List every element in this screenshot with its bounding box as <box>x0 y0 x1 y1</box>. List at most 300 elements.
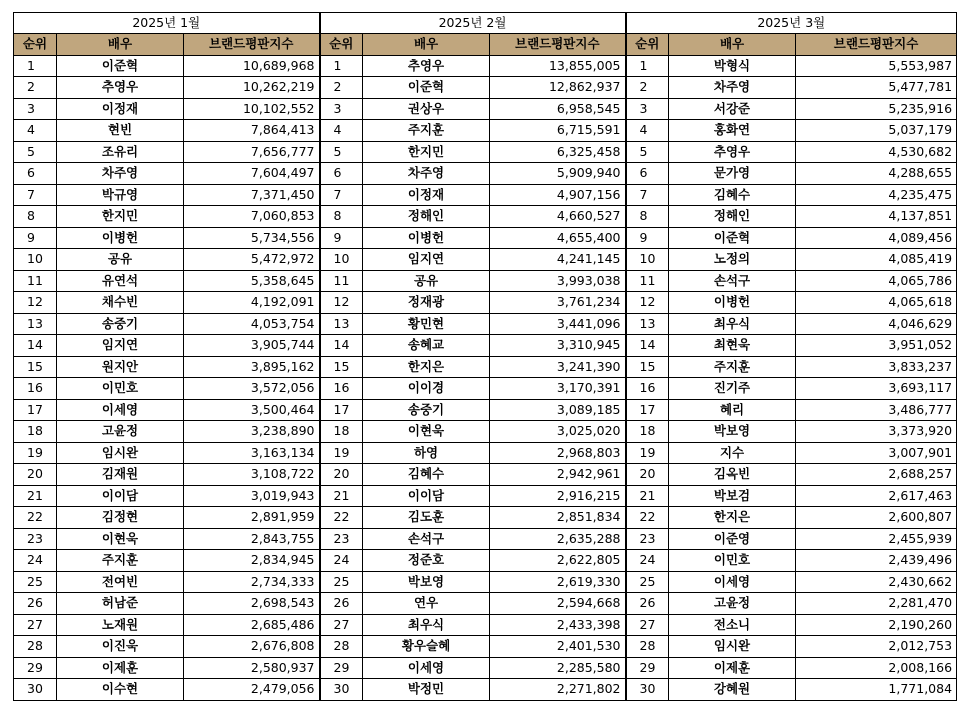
rank-cell: 17 <box>14 399 57 421</box>
table-row <box>14 593 957 615</box>
actor-name-cell: 이민호 <box>57 378 184 400</box>
rank-cell: 7 <box>14 184 57 206</box>
score-cell: 4,907,156 <box>490 184 626 206</box>
score-cell: 2,843,755 <box>184 528 320 550</box>
table-row <box>14 636 957 658</box>
column-header-score: 브랜드평판지수 <box>796 34 957 56</box>
table-row <box>14 98 957 120</box>
score-cell: 2,619,330 <box>490 571 626 593</box>
table-row <box>14 227 957 249</box>
score-cell: 3,895,162 <box>184 356 320 378</box>
score-cell: 2,834,945 <box>184 550 320 572</box>
rank-cell: 3 <box>626 98 669 120</box>
rank-cell: 24 <box>626 550 669 572</box>
rank-cell: 30 <box>14 679 57 701</box>
score-cell: 4,065,786 <box>796 270 957 292</box>
actor-name-cell: 주지훈 <box>57 550 184 572</box>
rank-cell: 19 <box>14 442 57 464</box>
actor-name-cell: 이현욱 <box>363 421 490 443</box>
rank-cell: 28 <box>14 636 57 658</box>
actor-name-cell: 이수현 <box>57 679 184 701</box>
score-cell: 7,060,853 <box>184 206 320 228</box>
rank-cell: 16 <box>14 378 57 400</box>
rank-cell: 15 <box>626 356 669 378</box>
actor-name-cell: 조유리 <box>57 141 184 163</box>
rank-cell: 6 <box>14 163 57 185</box>
table-row <box>14 270 957 292</box>
column-header-rank: 순위 <box>626 34 669 56</box>
score-cell: 3,163,134 <box>184 442 320 464</box>
rank-cell: 11 <box>320 270 363 292</box>
score-cell: 2,676,808 <box>184 636 320 658</box>
rank-cell: 5 <box>626 141 669 163</box>
score-cell: 2,622,805 <box>490 550 626 572</box>
rank-cell: 16 <box>626 378 669 400</box>
rank-cell: 1 <box>320 55 363 77</box>
column-header-rank: 순위 <box>320 34 363 56</box>
score-cell: 7,864,413 <box>184 120 320 142</box>
actor-name-cell: 정해인 <box>669 206 796 228</box>
rank-cell: 22 <box>320 507 363 529</box>
actor-name-cell: 임지연 <box>57 335 184 357</box>
rank-cell: 22 <box>14 507 57 529</box>
table-row <box>14 679 957 701</box>
month-label: 2025년 1월 <box>14 13 320 34</box>
score-cell: 7,656,777 <box>184 141 320 163</box>
rank-cell: 17 <box>320 399 363 421</box>
score-cell: 2,281,470 <box>796 593 957 615</box>
actor-name-cell: 지수 <box>669 442 796 464</box>
score-cell: 3,951,052 <box>796 335 957 357</box>
score-cell: 2,617,463 <box>796 485 957 507</box>
actor-name-cell: 이정재 <box>363 184 490 206</box>
actor-name-cell: 전여빈 <box>57 571 184 593</box>
rank-cell: 14 <box>320 335 363 357</box>
score-cell: 4,089,456 <box>796 227 957 249</box>
actor-name-cell: 손석구 <box>669 270 796 292</box>
rank-cell: 13 <box>626 313 669 335</box>
actor-name-cell: 이민호 <box>669 550 796 572</box>
score-cell: 3,905,744 <box>184 335 320 357</box>
actor-name-cell: 추영우 <box>363 55 490 77</box>
rank-cell: 2 <box>626 77 669 99</box>
rank-cell: 19 <box>320 442 363 464</box>
score-cell: 2,688,257 <box>796 464 957 486</box>
score-cell: 2,600,807 <box>796 507 957 529</box>
score-cell: 4,053,754 <box>184 313 320 335</box>
score-cell: 2,916,215 <box>490 485 626 507</box>
score-cell: 3,993,038 <box>490 270 626 292</box>
score-cell: 3,310,945 <box>490 335 626 357</box>
score-cell: 5,734,556 <box>184 227 320 249</box>
table-row <box>14 657 957 679</box>
actor-name-cell: 김도훈 <box>363 507 490 529</box>
rank-cell: 14 <box>14 335 57 357</box>
actor-name-cell: 서강준 <box>669 98 796 120</box>
score-cell: 4,241,145 <box>490 249 626 271</box>
actor-name-cell: 이제훈 <box>57 657 184 679</box>
score-cell: 3,761,234 <box>490 292 626 314</box>
score-cell: 2,455,939 <box>796 528 957 550</box>
table-row <box>14 399 957 421</box>
score-cell: 5,909,940 <box>490 163 626 185</box>
rank-cell: 2 <box>14 77 57 99</box>
rank-cell: 15 <box>320 356 363 378</box>
actor-name-cell: 채수빈 <box>57 292 184 314</box>
rank-cell: 6 <box>626 163 669 185</box>
score-cell: 2,008,166 <box>796 657 957 679</box>
score-cell: 4,288,655 <box>796 163 957 185</box>
actor-name-cell: 하영 <box>363 442 490 464</box>
rank-cell: 28 <box>320 636 363 658</box>
score-cell: 3,693,117 <box>796 378 957 400</box>
actor-name-cell: 이정재 <box>57 98 184 120</box>
rank-cell: 4 <box>320 120 363 142</box>
score-cell: 2,401,530 <box>490 636 626 658</box>
actor-name-cell: 정재광 <box>363 292 490 314</box>
score-cell: 2,012,753 <box>796 636 957 658</box>
score-cell: 2,271,802 <box>490 679 626 701</box>
score-cell: 10,102,552 <box>184 98 320 120</box>
actor-name-cell: 이준혁 <box>57 55 184 77</box>
actor-name-cell: 권상우 <box>363 98 490 120</box>
column-header-rank: 순위 <box>14 34 57 56</box>
actor-name-cell: 김혜수 <box>363 464 490 486</box>
score-cell: 5,477,781 <box>796 77 957 99</box>
score-cell: 10,689,968 <box>184 55 320 77</box>
rank-cell: 30 <box>626 679 669 701</box>
rank-cell: 20 <box>14 464 57 486</box>
actor-name-cell: 정준호 <box>363 550 490 572</box>
actor-name-cell: 이이담 <box>57 485 184 507</box>
rank-cell: 26 <box>14 593 57 615</box>
column-header-actor: 배우 <box>363 34 490 56</box>
score-cell: 2,685,486 <box>184 614 320 636</box>
table-row <box>14 55 957 77</box>
rank-cell: 10 <box>14 249 57 271</box>
rank-cell: 22 <box>626 507 669 529</box>
actor-name-cell: 박보영 <box>669 421 796 443</box>
table-row <box>14 378 957 400</box>
column-header-actor: 배우 <box>57 34 184 56</box>
actor-name-cell: 황우슬혜 <box>363 636 490 658</box>
rank-cell: 25 <box>320 571 363 593</box>
rank-cell: 3 <box>14 98 57 120</box>
score-cell: 4,192,091 <box>184 292 320 314</box>
rank-cell: 5 <box>14 141 57 163</box>
actor-name-cell: 진기주 <box>669 378 796 400</box>
actor-name-cell: 한지은 <box>363 356 490 378</box>
table-row <box>14 313 957 335</box>
rank-cell: 29 <box>14 657 57 679</box>
score-cell: 4,085,419 <box>796 249 957 271</box>
actor-name-cell: 이세영 <box>669 571 796 593</box>
rank-cell: 23 <box>14 528 57 550</box>
column-header-actor: 배우 <box>669 34 796 56</box>
rank-cell: 16 <box>320 378 363 400</box>
rank-cell: 27 <box>14 614 57 636</box>
actor-name-cell: 현빈 <box>57 120 184 142</box>
score-cell: 12,862,937 <box>490 77 626 99</box>
rank-cell: 14 <box>626 335 669 357</box>
table-row <box>14 528 957 550</box>
score-cell: 3,108,722 <box>184 464 320 486</box>
table-row <box>14 120 957 142</box>
score-cell: 2,851,834 <box>490 507 626 529</box>
rank-cell: 8 <box>320 206 363 228</box>
score-cell: 2,635,288 <box>490 528 626 550</box>
rank-cell: 12 <box>626 292 669 314</box>
table-row <box>14 442 957 464</box>
rank-cell: 8 <box>14 206 57 228</box>
rank-cell: 26 <box>320 593 363 615</box>
table-row <box>14 249 957 271</box>
rank-cell: 3 <box>320 98 363 120</box>
month-header-row <box>14 13 957 34</box>
column-header-score: 브랜드평판지수 <box>184 34 320 56</box>
actor-name-cell: 송혜교 <box>363 335 490 357</box>
table-row <box>14 356 957 378</box>
actor-name-cell: 원지안 <box>57 356 184 378</box>
rank-cell: 27 <box>626 614 669 636</box>
rank-cell: 28 <box>626 636 669 658</box>
actor-name-cell: 이준혁 <box>363 77 490 99</box>
actor-name-cell: 정해인 <box>363 206 490 228</box>
rank-cell: 8 <box>626 206 669 228</box>
rank-cell: 25 <box>626 571 669 593</box>
table-row <box>14 571 957 593</box>
rank-cell: 12 <box>14 292 57 314</box>
rank-cell: 9 <box>14 227 57 249</box>
table-row <box>14 163 957 185</box>
score-cell: 6,715,591 <box>490 120 626 142</box>
score-cell: 3,441,096 <box>490 313 626 335</box>
score-cell: 2,594,668 <box>490 593 626 615</box>
actor-name-cell: 이병헌 <box>363 227 490 249</box>
rank-cell: 7 <box>320 184 363 206</box>
score-cell: 2,698,543 <box>184 593 320 615</box>
score-cell: 2,891,959 <box>184 507 320 529</box>
rank-cell: 4 <box>626 120 669 142</box>
ranking-sheet <box>13 12 956 701</box>
actor-name-cell: 한지민 <box>363 141 490 163</box>
actor-name-cell: 김정현 <box>57 507 184 529</box>
score-cell: 3,089,185 <box>490 399 626 421</box>
table-row <box>14 141 957 163</box>
rank-cell: 4 <box>14 120 57 142</box>
score-cell: 3,241,390 <box>490 356 626 378</box>
actor-name-cell: 홍화연 <box>669 120 796 142</box>
actor-name-cell: 이제훈 <box>669 657 796 679</box>
actor-name-cell: 유연석 <box>57 270 184 292</box>
rank-cell: 15 <box>14 356 57 378</box>
actor-name-cell: 박규영 <box>57 184 184 206</box>
actor-name-cell: 박보검 <box>669 485 796 507</box>
table-row <box>14 206 957 228</box>
rank-cell: 12 <box>320 292 363 314</box>
rank-cell: 30 <box>320 679 363 701</box>
actor-name-cell: 혜리 <box>669 399 796 421</box>
score-cell: 4,065,618 <box>796 292 957 314</box>
rank-cell: 1 <box>14 55 57 77</box>
score-cell: 3,025,020 <box>490 421 626 443</box>
actor-name-cell: 이병헌 <box>669 292 796 314</box>
score-cell: 3,572,056 <box>184 378 320 400</box>
actor-name-cell: 고윤정 <box>57 421 184 443</box>
score-cell: 7,371,450 <box>184 184 320 206</box>
rank-cell: 5 <box>320 141 363 163</box>
score-cell: 3,238,890 <box>184 421 320 443</box>
table-row <box>14 550 957 572</box>
actor-name-cell: 공유 <box>57 249 184 271</box>
score-cell: 3,019,943 <box>184 485 320 507</box>
column-header-score: 브랜드평판지수 <box>490 34 626 56</box>
score-cell: 3,007,901 <box>796 442 957 464</box>
actor-name-cell: 이이경 <box>363 378 490 400</box>
score-cell: 1,771,084 <box>796 679 957 701</box>
score-cell: 4,655,400 <box>490 227 626 249</box>
actor-name-cell: 주지훈 <box>363 120 490 142</box>
actor-name-cell: 박정민 <box>363 679 490 701</box>
table-row <box>14 464 957 486</box>
actor-name-cell: 한지은 <box>669 507 796 529</box>
actor-name-cell: 이현욱 <box>57 528 184 550</box>
rank-cell: 29 <box>320 657 363 679</box>
rank-cell: 24 <box>320 550 363 572</box>
score-cell: 5,358,645 <box>184 270 320 292</box>
score-cell: 2,734,333 <box>184 571 320 593</box>
actor-name-cell: 임시완 <box>57 442 184 464</box>
score-cell: 2,942,961 <box>490 464 626 486</box>
score-cell: 5,553,987 <box>796 55 957 77</box>
rank-cell: 11 <box>14 270 57 292</box>
actor-name-cell: 최우식 <box>669 313 796 335</box>
score-cell: 5,037,179 <box>796 120 957 142</box>
actor-name-cell: 박형식 <box>669 55 796 77</box>
score-cell: 5,235,916 <box>796 98 957 120</box>
actor-name-cell: 노정의 <box>669 249 796 271</box>
rank-cell: 10 <box>626 249 669 271</box>
table-row <box>14 507 957 529</box>
rank-cell: 21 <box>320 485 363 507</box>
rank-cell: 13 <box>14 313 57 335</box>
actor-name-cell: 이진욱 <box>57 636 184 658</box>
actor-name-cell: 이이담 <box>363 485 490 507</box>
table-row <box>14 421 957 443</box>
score-cell: 3,500,464 <box>184 399 320 421</box>
brand-reputation-table <box>13 12 957 701</box>
actor-name-cell: 이준영 <box>669 528 796 550</box>
rank-cell: 20 <box>626 464 669 486</box>
actor-name-cell: 공유 <box>363 270 490 292</box>
rank-cell: 20 <box>320 464 363 486</box>
actor-name-cell: 최현욱 <box>669 335 796 357</box>
rank-cell: 10 <box>320 249 363 271</box>
table-row <box>14 184 957 206</box>
actor-name-cell: 추영우 <box>57 77 184 99</box>
score-cell: 4,235,475 <box>796 184 957 206</box>
column-header-row <box>14 34 957 56</box>
score-cell: 2,968,803 <box>490 442 626 464</box>
score-cell: 4,046,629 <box>796 313 957 335</box>
actor-name-cell: 문가영 <box>669 163 796 185</box>
actor-name-cell: 최우식 <box>363 614 490 636</box>
actor-name-cell: 김혜수 <box>669 184 796 206</box>
rank-cell: 23 <box>320 528 363 550</box>
rank-cell: 9 <box>626 227 669 249</box>
rank-cell: 1 <box>626 55 669 77</box>
score-cell: 2,285,580 <box>490 657 626 679</box>
month-label: 2025년 2월 <box>320 13 626 34</box>
table-row <box>14 292 957 314</box>
month-label: 2025년 3월 <box>626 13 957 34</box>
actor-name-cell: 손석구 <box>363 528 490 550</box>
table-row <box>14 485 957 507</box>
actor-name-cell: 김재원 <box>57 464 184 486</box>
actor-name-cell: 차주영 <box>363 163 490 185</box>
actor-name-cell: 임지연 <box>363 249 490 271</box>
actor-name-cell: 허남준 <box>57 593 184 615</box>
score-cell: 2,433,398 <box>490 614 626 636</box>
score-cell: 4,137,851 <box>796 206 957 228</box>
score-cell: 13,855,005 <box>490 55 626 77</box>
score-cell: 7,604,497 <box>184 163 320 185</box>
rank-cell: 23 <box>626 528 669 550</box>
score-cell: 4,530,682 <box>796 141 957 163</box>
rank-cell: 2 <box>320 77 363 99</box>
table-row <box>14 614 957 636</box>
actor-name-cell: 이세영 <box>363 657 490 679</box>
rank-cell: 27 <box>320 614 363 636</box>
rank-cell: 6 <box>320 163 363 185</box>
score-cell: 3,486,777 <box>796 399 957 421</box>
rank-cell: 18 <box>626 421 669 443</box>
actor-name-cell: 송중기 <box>57 313 184 335</box>
actor-name-cell: 차주영 <box>669 77 796 99</box>
score-cell: 5,472,972 <box>184 249 320 271</box>
rank-cell: 17 <box>626 399 669 421</box>
rank-cell: 18 <box>14 421 57 443</box>
score-cell: 3,373,920 <box>796 421 957 443</box>
rank-cell: 11 <box>626 270 669 292</box>
rank-cell: 7 <box>626 184 669 206</box>
actor-name-cell: 이세영 <box>57 399 184 421</box>
table-row <box>14 77 957 99</box>
actor-name-cell: 임시완 <box>669 636 796 658</box>
rank-cell: 26 <box>626 593 669 615</box>
actor-name-cell: 강혜원 <box>669 679 796 701</box>
actor-name-cell: 연우 <box>363 593 490 615</box>
score-cell: 2,439,496 <box>796 550 957 572</box>
score-cell: 6,958,545 <box>490 98 626 120</box>
actor-name-cell: 추영우 <box>669 141 796 163</box>
rank-cell: 9 <box>320 227 363 249</box>
score-cell: 2,580,937 <box>184 657 320 679</box>
actor-name-cell: 노재원 <box>57 614 184 636</box>
actor-name-cell: 송중기 <box>363 399 490 421</box>
score-cell: 3,833,237 <box>796 356 957 378</box>
rank-cell: 19 <box>626 442 669 464</box>
actor-name-cell: 전소니 <box>669 614 796 636</box>
actor-name-cell: 주지훈 <box>669 356 796 378</box>
score-cell: 3,170,391 <box>490 378 626 400</box>
actor-name-cell: 한지민 <box>57 206 184 228</box>
score-cell: 6,325,458 <box>490 141 626 163</box>
actor-name-cell: 박보영 <box>363 571 490 593</box>
score-cell: 2,190,260 <box>796 614 957 636</box>
rank-cell: 25 <box>14 571 57 593</box>
actor-name-cell: 고윤정 <box>669 593 796 615</box>
